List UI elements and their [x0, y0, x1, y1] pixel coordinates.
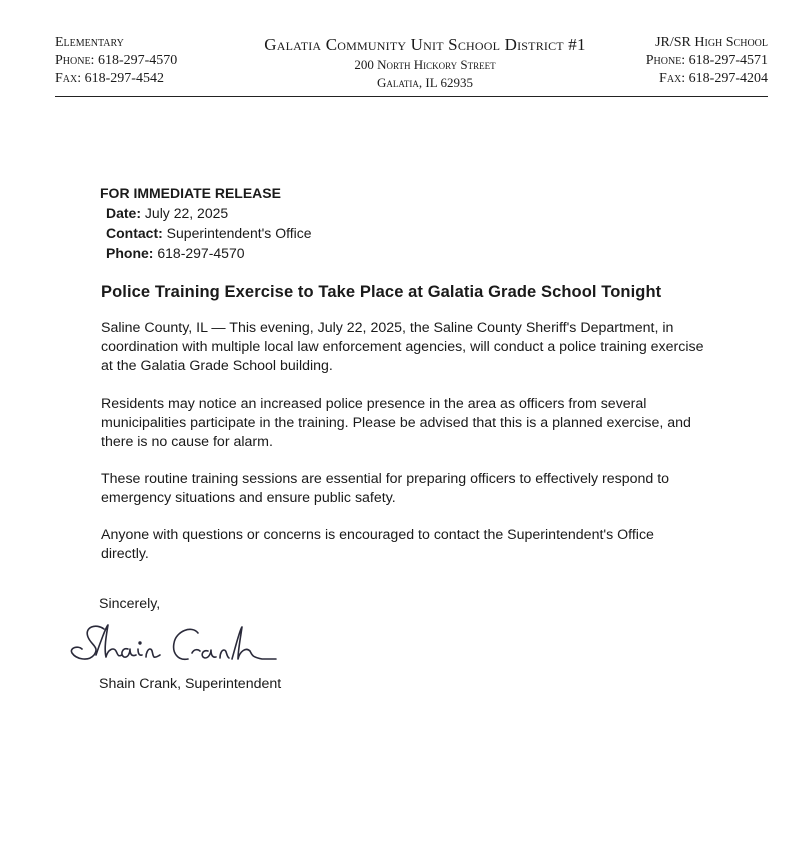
- release-contact: [100, 223, 312, 243]
- phone-value: 618-297-4570: [157, 245, 245, 261]
- paragraph-3: [101, 470, 741, 508]
- release-header: FOR IMMEDIATE RELEASE: [100, 185, 281, 201]
- release-phone: [100, 243, 312, 263]
- paragraph-2: [101, 395, 741, 452]
- closing: Sincerely,: [99, 596, 161, 612]
- contact-value: Superintendent's Office: [166, 225, 312, 241]
- high-school-contact: [646, 34, 768, 88]
- district-city: Galatia, IL 62935: [377, 75, 473, 90]
- paragraph-4: [101, 526, 741, 564]
- contact-label: Contact:: [106, 225, 163, 241]
- high-school-phone: Phone: 618-297-4571: [645, 53, 768, 68]
- elementary-title: Elementary: [55, 35, 124, 50]
- district-street: 200 North Hickory Street: [354, 57, 496, 72]
- paragraph-2-line: Residents may notice an increased police presence in the area as officers from several: [101, 396, 647, 412]
- high-school-fax: Fax: 618-297-4204: [659, 71, 768, 86]
- elementary-contact: [55, 34, 177, 88]
- paragraph-3-line: emergency situations and ensure public safety.: [101, 490, 396, 506]
- phone-label: Phone:: [106, 245, 154, 261]
- district-address: [215, 34, 635, 92]
- paragraph-3-line: These routine training sessions are essential for preparing officers to effectively respond to: [101, 471, 670, 487]
- date-label: Date:: [106, 205, 142, 221]
- date-value: July 22, 2025: [144, 205, 229, 221]
- elementary-fax: Fax: 618-297-4542: [55, 71, 164, 86]
- paragraph-1-line: coordination with multiple local law enforcement agencies, will conduct a police training exercise: [101, 339, 704, 355]
- paragraph-4-line: Anyone with questions or concerns is encouraged to contact the Superintendent's Office: [101, 527, 654, 543]
- paragraph-1-line: at the Galatia Grade School building.: [101, 358, 333, 374]
- district-name: Galatia Community Unit School District #1: [264, 35, 586, 54]
- elementary-phone: Phone: 618-297-4570: [55, 53, 178, 68]
- headline: Police Training Exercise to Take Place at Galatia Grade School Tonight: [101, 283, 662, 301]
- letterhead: [55, 34, 768, 97]
- paragraph-2-line: there is no cause for alarm.: [101, 434, 273, 450]
- signature: [66, 615, 286, 675]
- paragraph-4-line: directly.: [101, 546, 149, 562]
- paragraph-2-line: municipalities participate in the training. Please be advised that this is a planned exercise, and: [101, 415, 691, 431]
- high-school-title: JR/SR High School: [655, 35, 768, 50]
- release-info: [100, 183, 312, 263]
- paragraph-1: [101, 319, 741, 376]
- release-date: [100, 203, 312, 223]
- paragraph-1-line: Saline County, IL — This evening, July 22, 2025, the Saline County Sheriff's Department, in: [101, 320, 674, 336]
- signer-name: Shain Crank, Superintendent: [99, 676, 282, 692]
